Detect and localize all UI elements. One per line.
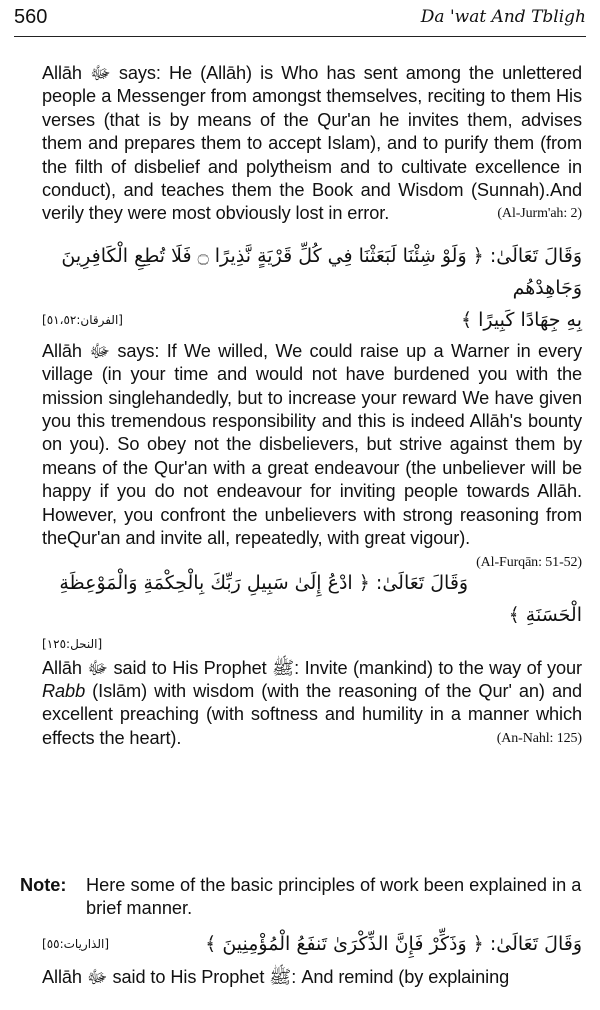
arabic-verse-1-line-2: بِهِ جِهَادًا كَبِيرًا ﴾ xyxy=(460,308,582,331)
translation-text: Allāh ﷻ says: If We willed, We could raise up a Warner in every village (in your time and would not have burdened you with the mission singlehandedly, but to increase your reward We have given you this tremendous responsibility and this is indeed Allāh's bounty on you). So obey not the disbelievers, but strive against them by means of the Qur'an with a great endeavour (the unbeliever will be happy if you do not endeavour for inviting people towards Allāh. However, you confront the unbelievers with strong reasoning from theQur'an and invite all, repeatedly, with great vigour). xyxy=(42,340,582,549)
term-italic: Rabb xyxy=(42,680,86,701)
arabic-reference: [النحل:١٢٥] xyxy=(42,636,103,651)
arabic-verse-3: وَقَالَ تَعَالَىٰ: ﴿ وَذَكِّرْ فَإِنَّ الذِّكْرَىٰ تَنفَعُ الْمُؤْمِنِينَ ﴾ xyxy=(205,933,582,955)
note-block xyxy=(20,874,582,921)
translation-paragraph-4 xyxy=(42,966,582,989)
note-label: Note: xyxy=(20,875,67,895)
page-number: 560 xyxy=(14,6,48,28)
translation-paragraph-3 xyxy=(42,657,582,751)
header-rule xyxy=(14,36,586,37)
translation-paragraph-2 xyxy=(42,340,582,570)
translation-paragraph-1 xyxy=(42,62,582,226)
arabic-verse-1-line-2-row xyxy=(42,304,582,336)
arabic-reference: [الفرقان:٥١،٥٢] xyxy=(42,312,123,327)
page-body xyxy=(42,62,582,750)
arabic-verse-1-line-1: وَقَالَ تَعَالَىٰ: ﴿ وَلَوْ شِئْنَا لَبَعَثْنَا فِي كُلِّ قَرْيَةٍ نَّذِيرًا ۝ فَلَا تُطِعِ الْكَافِرِينَ وَجَاهِدْهُم xyxy=(61,244,582,299)
page-header xyxy=(14,6,586,32)
running-title: Da 'wat And Tbligh xyxy=(420,7,586,27)
translation-text: Allāh ﷻ said to His Prophet ﷺ: Invite (mankind) to the way of your xyxy=(42,657,582,678)
note-text: Here some of the basic principles of work been explained in a brief manner. xyxy=(86,875,582,919)
translation-text: Allāh ﷻ said to His Prophet ﷺ: And remind (by explaining xyxy=(42,967,510,987)
arabic-verse-3-row xyxy=(42,928,582,989)
verse-reference: (An-Nahl: 125) xyxy=(496,730,582,746)
verse-reference: (Al-Jurm'ah: 2) xyxy=(497,206,582,222)
verse-reference: (Al-Furqān: 51-52) xyxy=(476,554,582,570)
arabic-reference: [الذاريات:٥٥] xyxy=(42,937,110,951)
translation-text: (Islām) with wisdom (with the reasoning of the Qur' an) and excellent preaching (with softness and humility in a manner which effects the heart). xyxy=(42,680,582,748)
translation-text: Allāh ﷻ says: He (Allāh) is Who has sent among the unlettered people a Messenger from amongst themselves, reciting to them His verses (that is by means of the Qur'an he invites them, advises them and prepares them to accept Islam), and to purify them (from the filth of disbelief and polytheism and to cultivate excellence in conduct), and teaches them the Book and Wisdom (Sunnah).And verily they were most obviously lost in error. xyxy=(42,63,582,224)
arabic-verse-2: وَقَالَ تَعَالَىٰ: ﴿ ادْعُ إِلَىٰ سَبِيلِ رَبِّكَ بِالْحِكْمَةِ وَالْمَوْعِظَةِ الْحَسَنَةِ ﴾ xyxy=(59,571,582,626)
